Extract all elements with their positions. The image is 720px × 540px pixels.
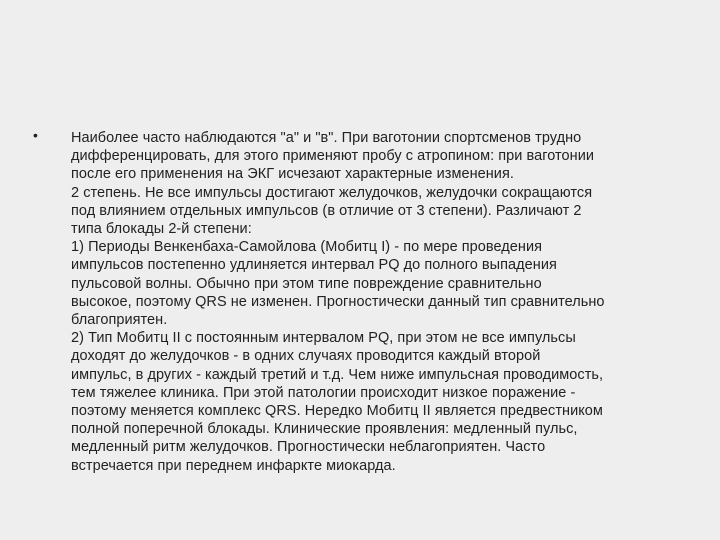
text-line: встречается при переднем инфаркте миокарда. xyxy=(71,457,396,474)
text-line: дифференцировать, для этого применяют пробу с атропином: при ваготонии xyxy=(71,148,595,165)
text-line: под влиянием отдельных импульсов (в отличие от 3 степени). Различают 2 xyxy=(71,202,582,219)
text-line: поэтому меняется комплекс QRS. Нередко Мобитц II является предвестником xyxy=(71,403,603,420)
text-line: медленный ритм желудочков. Прогностически неблагоприятен. Часто xyxy=(71,439,546,456)
text-line: полной поперечной блокады. Клинические проявления: медленный пульс, xyxy=(71,421,578,438)
bullet-text xyxy=(71,129,707,475)
text-line: 2) Тип Мобитц II с постоянным интервалом PQ, при этом не все импульсы xyxy=(71,330,576,347)
text-line: высокое, поэтому QRS не изменен. Прогностически данный тип сравнительно xyxy=(71,293,605,310)
text-line: после его применения на ЭКГ исчезают характерные изменения. xyxy=(71,166,514,183)
text-line: доходят до желудочков - в одних случаях проводится каждый второй xyxy=(71,348,541,365)
text-line: 2 степень. Не все импульсы достигают желудочков, желудочки сокращаются xyxy=(71,184,593,201)
text-line: импульс, в других - каждый третий и т.д. Чем ниже импульсная проводимость, xyxy=(71,366,604,383)
text-line: импульсов постепенно удлиняется интервал PQ до полного выпадения xyxy=(71,257,557,274)
text-line: типа блокады 2-й степени: xyxy=(71,221,252,238)
text-line: 1) Периоды Венкенбаха-Самойлова (Мобитц I) - по мере проведения xyxy=(71,239,543,256)
text-line: тем тяжелее клиника. При этой патологии происходит низкое поражение - xyxy=(71,384,576,401)
text-line: Наиболее часто наблюдаются "а" и "в". При ваготонии спортсменов трудно xyxy=(71,130,582,146)
text-line: пульсовой волны. Обычно при этом типе повреждение сравнительно xyxy=(71,275,542,292)
bullet-marker: • xyxy=(33,127,38,143)
text-line: благоприятен. xyxy=(71,312,168,329)
